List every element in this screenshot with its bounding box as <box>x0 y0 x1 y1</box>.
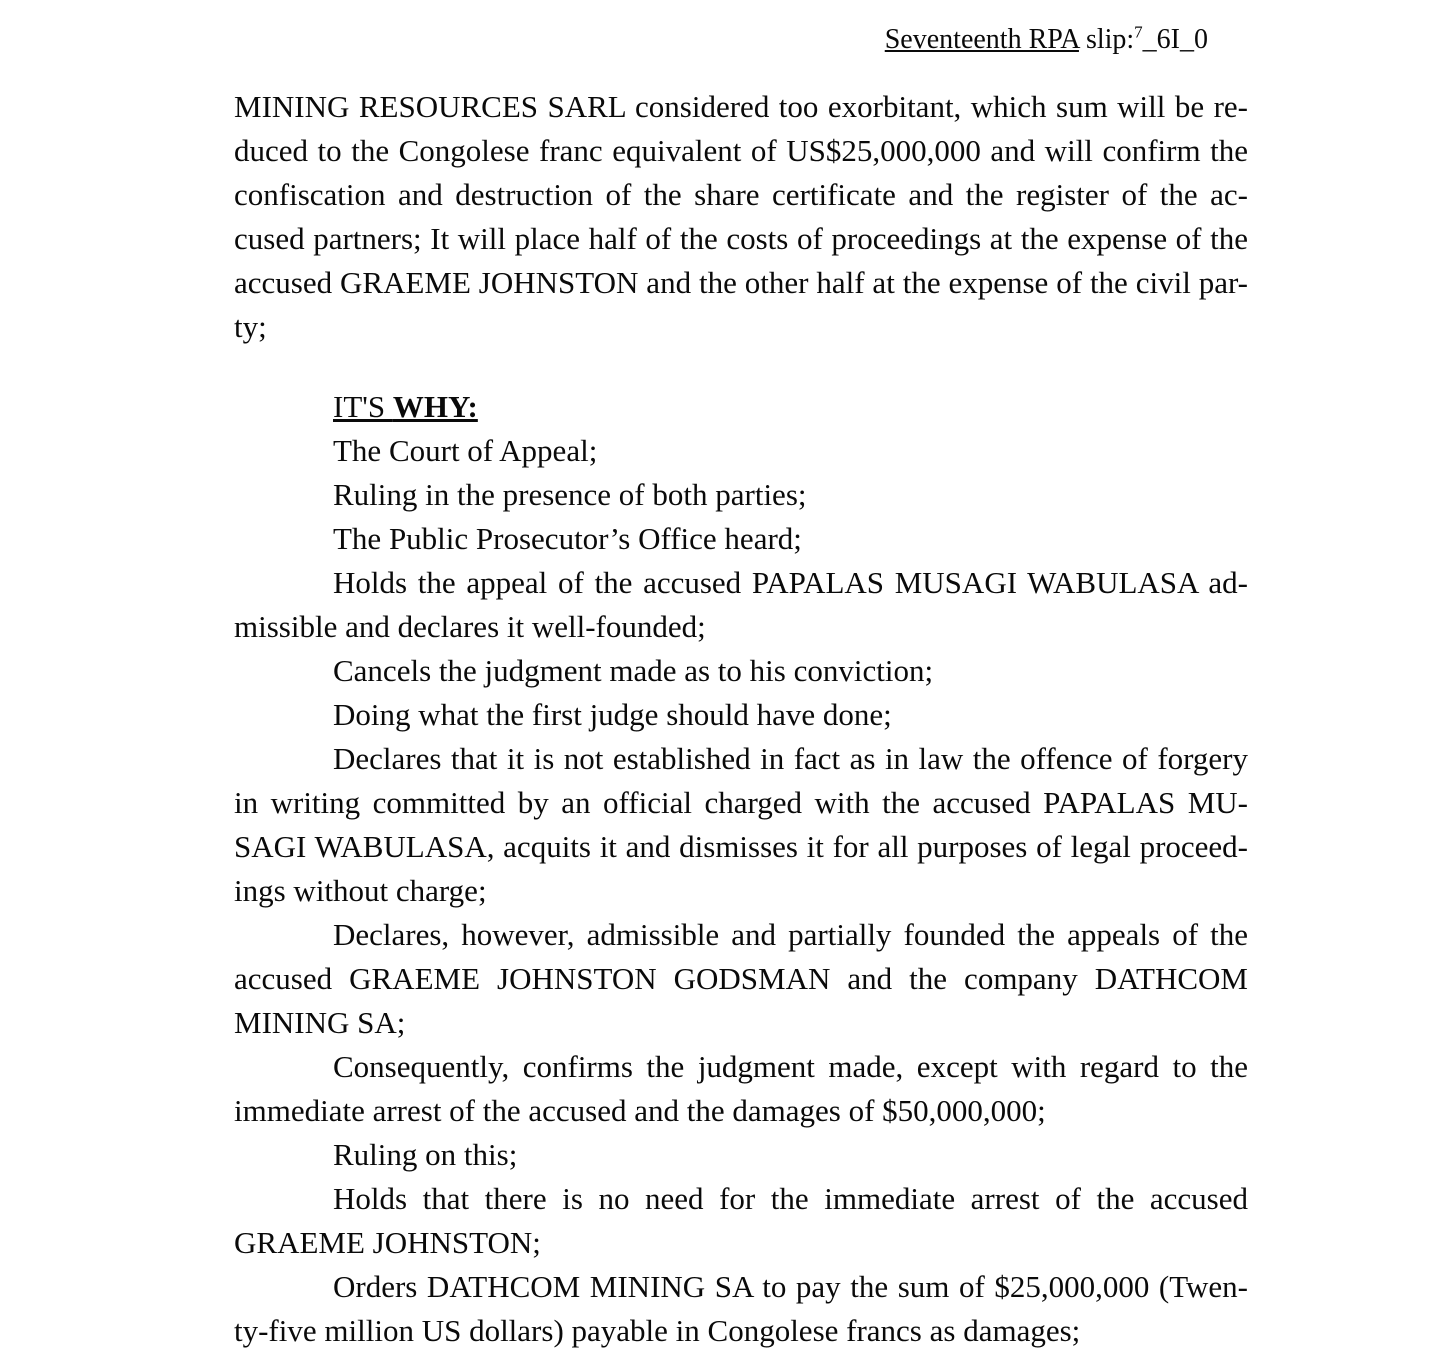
section-heading-bold: WHY: <box>392 389 478 424</box>
text-line: Holds that there is no need for the immediate arrest of the accused <box>333 1181 1248 1216</box>
text-line: Ruling in the presence of both parties; <box>333 477 807 512</box>
text-line: Declares that it is not established in fact as in law the offence of forgery <box>333 741 1248 776</box>
text-line: duced to the Congolese franc equivalent of US$25,000,000 and will confirm the <box>234 133 1248 168</box>
text-line: Holds the appeal of the accused PAPALAS MUSAGI WABULASA ad- <box>333 565 1248 600</box>
header-slip-code: _6I_0 <box>1142 24 1208 55</box>
section-heading-normal: IT'S <box>333 389 393 424</box>
text-line: accused GRAEME JOHNSTON and the other half at the expense of the civil par- <box>234 265 1248 300</box>
text-line: GRAEME JOHNSTON; <box>234 1225 541 1260</box>
text-line: immediate arrest of the accused and the damages of $50,000,000; <box>234 1093 1046 1128</box>
text-line: The Public Prosecutor’s Office heard; <box>333 521 802 556</box>
text-line: ty; <box>234 309 267 344</box>
text-line: confiscation and destruction of the share certificate and the register of the ac- <box>234 177 1248 212</box>
text-line: SAGI WABULASA, acquits it and dismisses it for all purposes of legal proceed- <box>234 829 1248 864</box>
text-line: MINING RESOURCES SARL considered too exorbitant, which sum will be re- <box>234 89 1248 124</box>
section-heading-text <box>333 389 478 424</box>
text-line: Orders DATHCOM MINING SA to pay the sum of $25,000,000 (Twen- <box>333 1269 1248 1304</box>
text-line: ings without charge; <box>234 873 487 908</box>
text-line: ty-five million US dollars) payable in Congolese francs as damages; <box>234 1313 1081 1348</box>
text-line: Declares, however, admissible and partially founded the appeals of the <box>333 917 1248 952</box>
text-line: Doing what the first judge should have done; <box>333 697 892 732</box>
text-line: The Court of Appeal; <box>333 433 598 468</box>
header-slip-label: slip: <box>1078 24 1135 55</box>
header-title: Seventeenth RPA <box>884 24 1079 55</box>
text-line: in writing committed by an official charged with the accused PAPALAS MU- <box>234 785 1248 820</box>
text-line: cused partners; It will place half of the costs of proceedings at the expense of the <box>234 221 1248 256</box>
text-line: Cancels the judgment made as to his conviction; <box>333 653 934 688</box>
section-heading <box>234 385 1248 429</box>
page-header <box>0 0 1440 58</box>
text-line: Ruling on this; <box>333 1137 518 1172</box>
text-line: accused GRAEME JOHNSTON GODSMAN and the company DATHCOM <box>234 961 1248 996</box>
text-line: Consequently, confirms the judgment made, except with regard to the <box>333 1049 1248 1084</box>
header-superscript: 7 <box>1134 22 1143 42</box>
document-body <box>0 85 1440 1353</box>
text-line: MINING SA; <box>234 1005 406 1040</box>
text-line: missible and declares it well-founded; <box>234 609 706 644</box>
